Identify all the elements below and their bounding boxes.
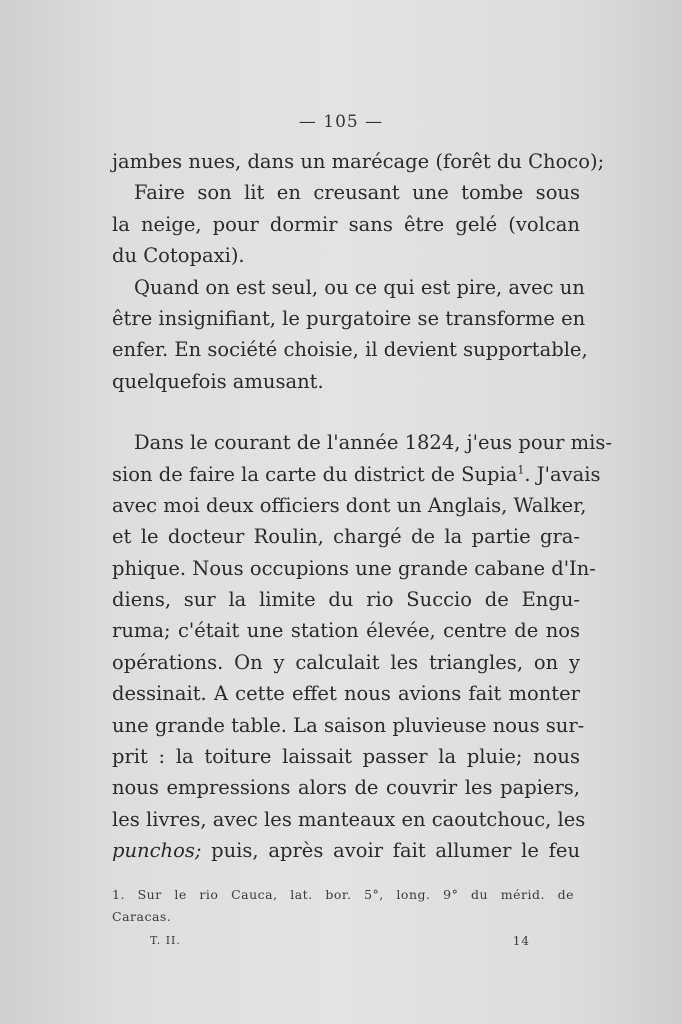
footnote-marker: 1 xyxy=(517,463,525,477)
text-line: être insignifiant, le purgatoire se transforme en xyxy=(112,306,586,330)
footnote-line: Caracas. xyxy=(112,909,172,924)
text-line: du Cotopaxi). xyxy=(112,244,245,268)
gathering-number: 14 xyxy=(512,934,530,948)
text-line: et le docteur Roulin, chargé de la partie gra- xyxy=(112,525,580,549)
text-line: Faire son lit en creusant une tombe sous xyxy=(134,181,580,205)
text-line: la neige, pour dormir sans être gelé (volcan xyxy=(112,212,580,236)
text-segment: . J'avais xyxy=(524,462,601,486)
text-line: nous empressions alors de couvrir les papiers, xyxy=(112,776,580,800)
text-line: quelquefois amusant. xyxy=(112,369,324,393)
text-line xyxy=(112,835,580,866)
text-line: une grande table. La saison pluvieuse nous sur- xyxy=(112,713,585,737)
text-line: avec moi deux officiers dont un Anglais, Walker, xyxy=(112,493,587,517)
paragraph-gap xyxy=(112,397,580,427)
volume-signature: T. II. xyxy=(150,934,181,947)
text-line: dessinait. A cette effet nous avions fait monter xyxy=(112,682,580,706)
text-segment: puis, après avoir fait allumer le feu xyxy=(201,839,580,863)
body-text xyxy=(112,146,612,867)
italic-word: punchos; xyxy=(112,839,202,863)
text-line xyxy=(112,459,601,490)
text-line: prit : la toiture laissait passer la pluie; nous xyxy=(112,745,580,769)
text-line: enfer. En société choisie, il devient supportable, xyxy=(112,338,588,362)
text-line: phique. Nous occupions une grande cabane d'In- xyxy=(112,556,596,580)
text-line: ruma; c'était une station élevée, centre de nos xyxy=(112,619,580,643)
text-segment: sion de faire la carte du district de Supia xyxy=(112,462,518,486)
text-line: Quand on est seul, ou ce qui est pire, avec un xyxy=(134,275,585,299)
footnote-line: 1. Sur le rio Cauca, lat. bor. 5°, long. 9° du mérid. de xyxy=(112,887,574,902)
footnote xyxy=(112,884,574,928)
text-line: diens, sur la limite du rio Succio de Engu- xyxy=(112,588,580,612)
text-line: les livres, avec les manteaux en caoutchouc, les xyxy=(112,807,586,831)
text-line: jambes nues, dans un marécage (forêt du Choco); xyxy=(112,150,605,173)
text-line: Dans le courant de l'année 1824, j'eus pour mis- xyxy=(134,431,612,455)
page-number: — 105 — xyxy=(298,112,384,132)
text-line: opérations. On y calculait les triangles, on y xyxy=(112,650,580,674)
